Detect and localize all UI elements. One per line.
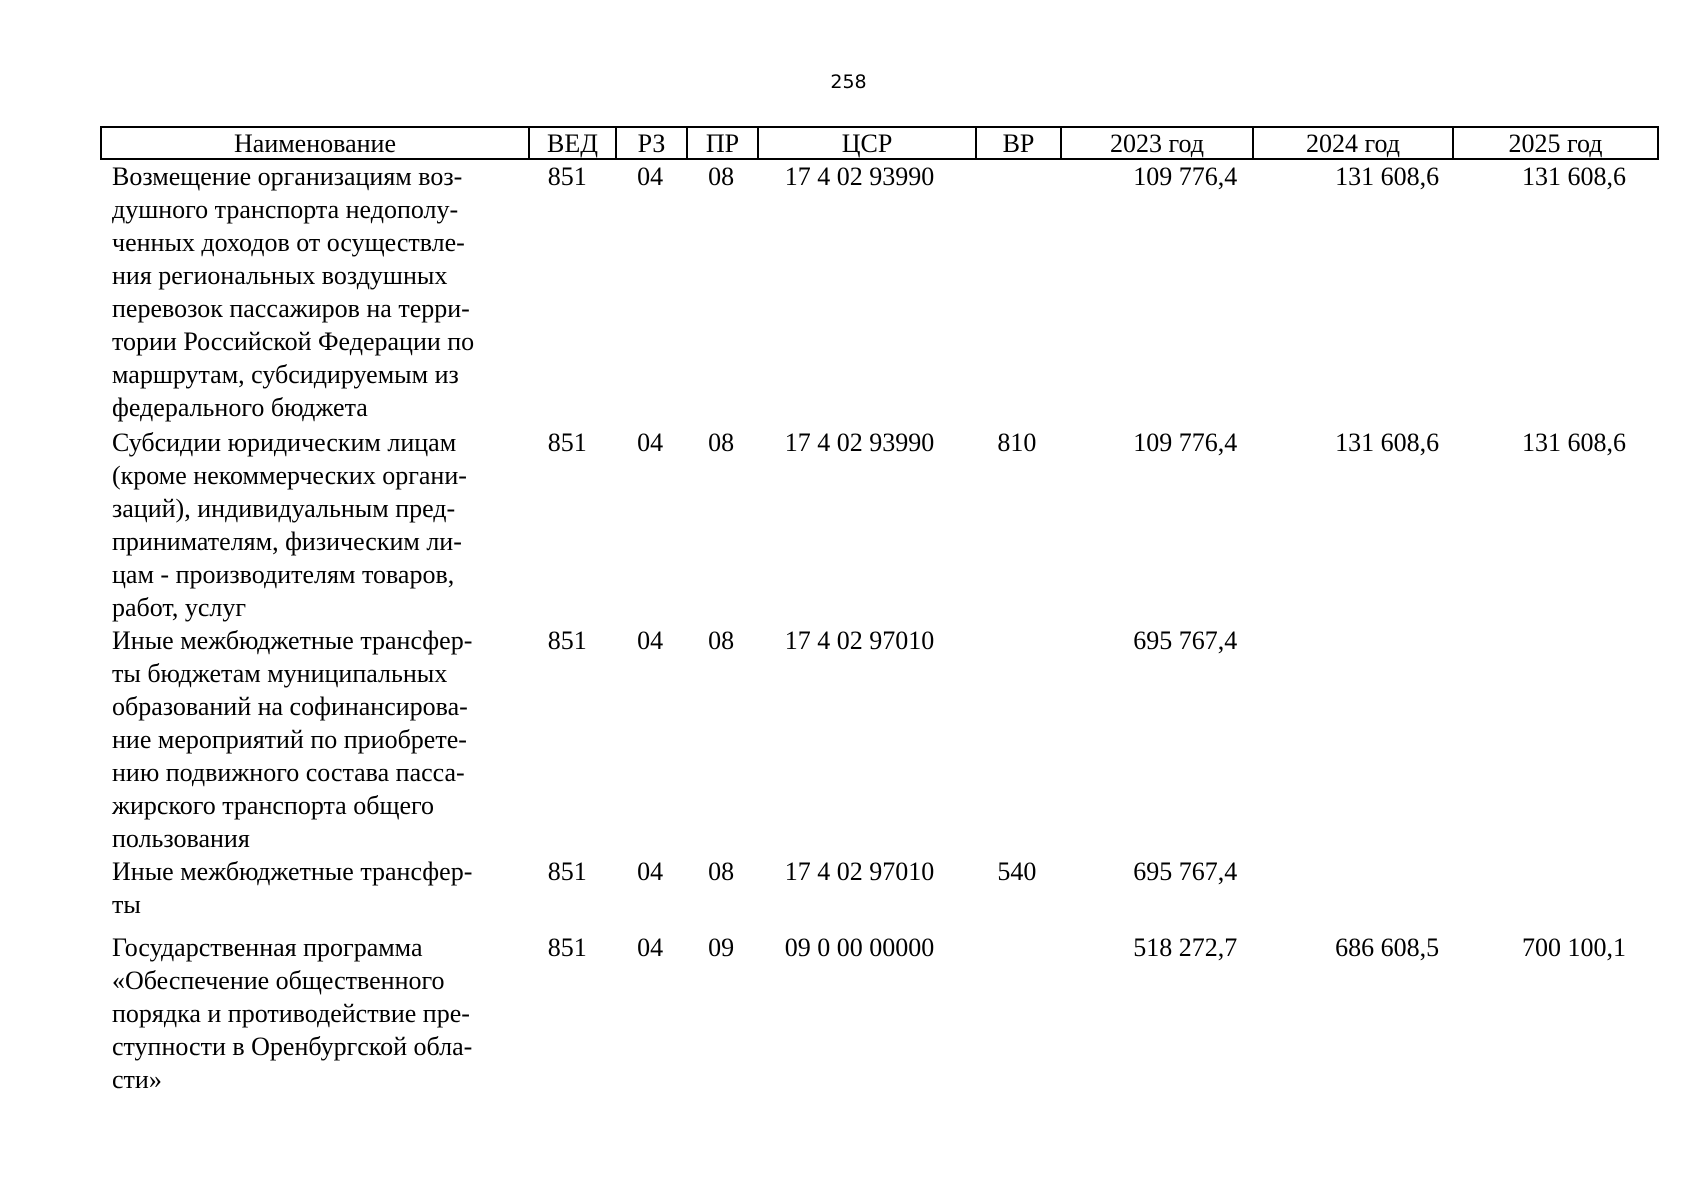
header-2025: 2025 год [1508,129,1603,158]
row-rz: 04 [637,933,664,962]
page-number: 258 [830,71,867,93]
name-line: Иные межбюджетные трансфер- [112,857,473,886]
row-vr: 810 [997,428,1037,457]
row-2023: 109 776,4 [1133,428,1238,457]
row-vr [974,160,1059,424]
row-ved: 851 [547,626,587,655]
table-row [100,160,1638,424]
table-row [100,931,1638,1096]
name-line: тории Российской Федерации по [112,327,475,356]
name-line: душного транспорта недополу- [112,195,459,224]
row-2023: 695 767,4 [1133,857,1238,886]
name-line: нию подвижного состава пасса- [112,758,465,787]
table-body [100,160,1638,1096]
name-line: принимателям, физическим ли- [112,527,462,556]
row-2023: 109 776,4 [1133,162,1238,191]
row-2024: 686 608,5 [1335,933,1440,962]
row-pr: 08 [708,162,735,191]
row-name [100,931,528,1096]
name-line: работ, услуг [112,593,247,622]
row-name [100,624,528,855]
header-2023: 2023 год [1062,128,1254,158]
row-csr: 17 4 02 97010 [784,857,935,886]
row-vr [974,624,1059,855]
table-row [100,426,1638,624]
name-line: Иные межбюджетные трансфер- [112,626,473,655]
name-line: ты [112,890,141,919]
name-line: порядка и противодействие пре- [112,999,470,1028]
row-2023: 518 272,7 [1133,933,1238,962]
name-line: ния региональных воздушных [112,261,448,290]
row-2025: 131 608,6 [1522,428,1626,457]
row-csr: 17 4 02 93990 [784,162,935,191]
row-rz: 04 [637,857,664,886]
name-line: пользования [112,824,250,853]
row-ved: 851 [547,428,587,457]
header-2024: 2024 год [1254,128,1454,158]
row-vr [974,931,1059,1096]
row-ved: 851 [547,857,587,886]
row-rz: 04 [637,162,664,191]
row-rz: 04 [637,428,664,457]
row-pr: 08 [708,857,735,886]
row-2023: 695 767,4 [1133,626,1238,655]
row-2025 [1451,855,1638,921]
row-name [100,426,528,624]
name-line: ченных доходов от осуществле- [112,228,465,257]
name-line: Субсидии юридическим лицам [112,428,457,457]
row-2025: 700 100,1 [1522,933,1626,962]
header-csr: ЦСР [759,128,977,158]
row-name [100,855,528,921]
row-vr: 540 [997,857,1037,886]
name-line: «Обеспечение общественного [112,966,445,995]
name-line: ние мероприятий по приобрете- [112,725,467,754]
row-name [100,160,528,424]
row-ved: 851 [547,162,587,191]
name-line: (кроме некоммерческих органи- [112,461,467,490]
name-line: заций), индивидуальным пред- [112,494,456,523]
row-pr: 08 [708,626,735,655]
row-2024 [1251,624,1451,855]
header-vr: ВР [977,128,1062,158]
header-pr: ПР [688,128,759,158]
row-2024 [1251,855,1451,921]
table-header [100,126,1659,160]
table-row [100,624,1638,855]
header-ved: ВЕД [530,128,617,158]
name-line: сти» [112,1065,162,1094]
header-rz: РЗ [617,128,688,158]
row-rz: 04 [637,626,664,655]
row-pr: 09 [708,933,735,962]
row-pr: 08 [708,428,735,457]
name-line: федерального бюджета [112,393,368,422]
name-line: цам - производителям товаров, [112,560,455,589]
name-line: ты бюджетам муниципальных [112,659,448,688]
table-row [100,855,1638,921]
row-csr: 17 4 02 97010 [784,626,935,655]
row-2024: 131 608,6 [1335,162,1440,191]
row-2024: 131 608,6 [1335,428,1440,457]
name-line: жирского транспорта общего [112,791,435,820]
row-csr: 09 0 00 00000 [784,933,935,962]
name-line: ступности в Оренбургской обла- [112,1032,473,1061]
name-line: Возмещение организациям воз- [112,162,463,191]
row-2025: 131 608,6 [1522,162,1626,191]
name-line: Государственная программа [112,933,423,962]
name-line: образований на софинансирова- [112,692,468,721]
row-ved: 851 [547,933,587,962]
header-name: Наименование [102,128,530,158]
row-2025 [1451,624,1638,855]
name-line: маршрутам, субсидируемым из [112,360,459,389]
name-line: перевозок пассажиров на терри- [112,294,470,323]
row-csr: 17 4 02 93990 [784,428,935,457]
